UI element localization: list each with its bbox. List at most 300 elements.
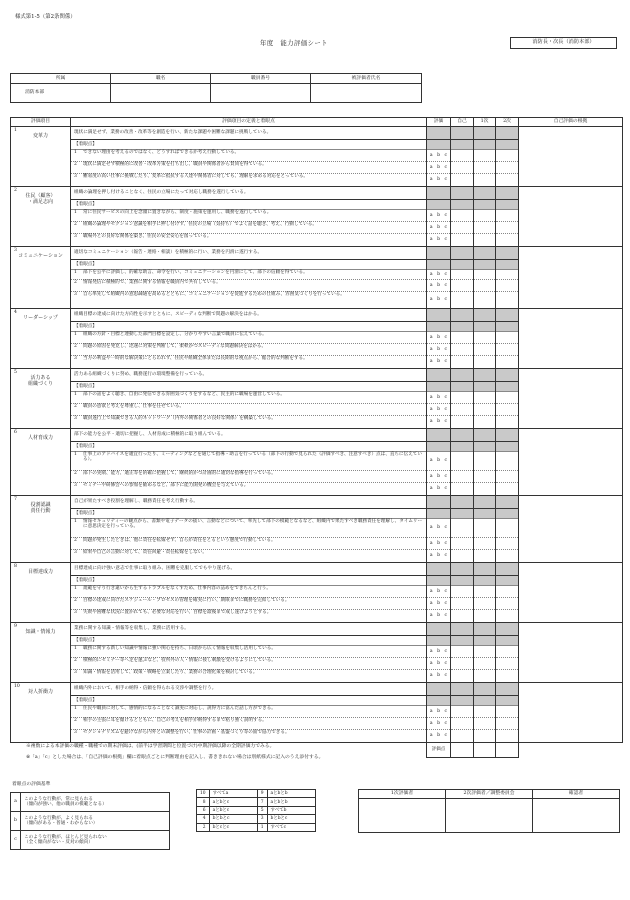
second-score xyxy=(496,309,519,369)
first-score-input[interactable] xyxy=(474,452,495,471)
category-number: 2 xyxy=(14,188,17,193)
viewpoint-text: 部下を公平に評価し、的確な助言、命令を行い、コミュニケーションを円滑にして、部下の信頼を得ている。 xyxy=(83,270,308,275)
second-score-input[interactable] xyxy=(496,610,518,622)
column-header: 自己評価の根拠 xyxy=(519,118,623,127)
second-score xyxy=(496,187,519,247)
score-pattern: すべてb xyxy=(267,806,315,814)
first-score-input[interactable] xyxy=(474,471,495,483)
second-score-input[interactable] xyxy=(496,292,518,308)
self-score-input[interactable] xyxy=(451,162,473,174)
second-score-input[interactable] xyxy=(496,332,518,344)
first-score-input[interactable] xyxy=(474,538,495,550)
self-score-input[interactable] xyxy=(451,610,473,622)
self-score-input[interactable] xyxy=(451,234,473,246)
category-number: 3 xyxy=(14,248,17,253)
first-score xyxy=(474,309,496,369)
second-score-input[interactable] xyxy=(496,471,518,483)
rating-options[interactable]: a b c xyxy=(429,237,448,243)
first-evaluator-signature[interactable] xyxy=(359,799,446,833)
rating-options[interactable]: a b c xyxy=(429,673,448,679)
category-name: 住民（顧客） ・満足志向 xyxy=(25,193,56,206)
self-score-input[interactable] xyxy=(451,550,473,562)
overall-self-cell[interactable] xyxy=(451,743,474,758)
category-number: 9 xyxy=(14,624,17,629)
score-pattern: すべてa xyxy=(209,790,257,798)
self-score-input[interactable] xyxy=(451,471,473,483)
rating-options[interactable]: a b c xyxy=(427,538,450,550)
viewpoint-item xyxy=(71,718,426,730)
category-name: 知識・情報力 xyxy=(25,629,56,636)
viewpoint-text: 情報セキュリティーの観点から、書類や電子データの扱い、言動などについて、率先して部下の模範となるなど、組織内で果たすべき職務責任を理解し、タイムリーに意思決定を行っている。 xyxy=(83,519,423,530)
rating-options[interactable]: a b c xyxy=(427,718,450,730)
rating-options[interactable]: a b c xyxy=(429,733,448,739)
self-evaluation-basis[interactable] xyxy=(519,429,623,496)
self-score-input[interactable] xyxy=(451,210,473,222)
first-score-input[interactable] xyxy=(474,706,495,718)
viewpoint-label: 【着眼点】 xyxy=(71,260,426,270)
viewpoint-item xyxy=(71,586,426,598)
viewpoint-number: 2 xyxy=(74,344,77,349)
category-definition: 組織内外において、相手の納得・信頼を得られる交渉や調整を行う。 xyxy=(71,683,426,696)
second-score-input[interactable] xyxy=(496,280,518,292)
score-value: 8 xyxy=(197,798,210,806)
self-score xyxy=(451,247,474,309)
first-score-input[interactable] xyxy=(474,356,495,368)
rating-options[interactable]: a b c xyxy=(429,359,448,365)
rating-options[interactable]: a b c xyxy=(427,344,450,356)
category-number: 10 xyxy=(14,684,20,689)
viewpoint-text: 難易度の高い仕事に挑戦したり、変革に抵抗する人達や関係者に対しても、理解を求める対応をとっている。 xyxy=(83,174,309,179)
viewpoint-item xyxy=(71,234,426,246)
viewpoint-text: 相手の主張に耳を傾けるとともに、自己の考えを相手が納得するまで粘り強く説明する。 xyxy=(83,718,267,723)
definition-cell xyxy=(71,309,427,369)
viewpoint-text: 規範を守り行き違いから生ずるトラブルをなくすため、仕事内容の詰めをできちんと行う。 xyxy=(83,586,271,591)
self-score-input[interactable] xyxy=(451,670,473,682)
viewpoint-item xyxy=(71,174,426,186)
first-score-input[interactable] xyxy=(474,234,495,246)
category-row xyxy=(11,623,623,683)
first-score-input[interactable] xyxy=(474,344,495,356)
viewpoint-number: 1 xyxy=(74,270,77,275)
self-score-input[interactable] xyxy=(451,292,473,308)
signature-label: 2次評価者／調整委員会 xyxy=(446,790,533,799)
score-pattern: aとbとb xyxy=(267,790,315,798)
viewpoint-item xyxy=(71,162,426,174)
viewpoint-item xyxy=(71,416,426,428)
category-cell xyxy=(11,563,71,623)
self-evaluation-basis[interactable] xyxy=(519,563,623,623)
second-score-input[interactable] xyxy=(496,392,518,404)
first-score-input[interactable] xyxy=(474,610,495,622)
self-score-input[interactable] xyxy=(451,356,473,368)
category-row xyxy=(11,247,623,309)
signature-table xyxy=(358,789,620,833)
viewpoint-text: 現状に満足せず積極的に改善・改革方策を打ち出し、職員や関係者から賛同を得ている。 xyxy=(83,162,267,167)
viewpoint-item xyxy=(71,519,426,538)
self-evaluation-basis[interactable] xyxy=(519,683,623,743)
legend-title: 着眼点の評価基準 xyxy=(12,782,51,787)
score-pattern: すべてc xyxy=(267,823,315,831)
self-score-input[interactable] xyxy=(451,392,473,404)
score-value: 4 xyxy=(197,815,210,823)
rating-options[interactable]: a b c xyxy=(427,162,450,174)
viewpoint-number: 1 xyxy=(74,706,77,711)
viewpoint-item xyxy=(71,471,426,483)
definition-cell xyxy=(71,683,427,743)
second-score xyxy=(496,563,519,623)
viewpoint-text: 自ら率先して組織内の意思疎通を高めるとともに、コミュニケーションを促進するための仕組み、雰囲気づくりを行っている。 xyxy=(83,292,345,297)
category-row xyxy=(11,429,623,496)
job-title-field[interactable] xyxy=(111,84,211,103)
first-score-input[interactable] xyxy=(474,222,495,234)
viewpoint-item xyxy=(71,150,426,162)
score-value: 3 xyxy=(257,815,267,823)
first-score-input[interactable] xyxy=(474,483,495,495)
category-row xyxy=(11,683,623,743)
self-score-input[interactable] xyxy=(451,586,473,598)
first-score-input[interactable] xyxy=(474,392,495,404)
viewpoint-text: 仕事上のアドバイスを適宜行ったり、ミーティングなどを通じて指導・助言を行っている（部下の行動で見られた（評価すべき、注意すべき）点は、直ちに伝えている）。 xyxy=(83,452,422,463)
score-value: 10 xyxy=(197,790,210,798)
second-score-input[interactable] xyxy=(496,730,518,742)
second-score-input[interactable] xyxy=(496,598,518,610)
rating-options[interactable]: a b c xyxy=(427,280,450,292)
category-row xyxy=(11,309,623,369)
viewpoint-text: 職務に関する新しい知識や情報に強い関心を持ち、日頃から広く情報を収集し活用している。 xyxy=(83,646,276,651)
signature-label: 1次評価者 xyxy=(359,790,446,799)
second-score-input[interactable] xyxy=(496,404,518,416)
first-score-input[interactable] xyxy=(474,174,495,186)
second-score-input[interactable] xyxy=(496,483,518,495)
score-row xyxy=(197,806,316,814)
rating-options[interactable]: a b c xyxy=(427,270,450,280)
viewpoint-item xyxy=(71,270,426,280)
second-score-input[interactable] xyxy=(496,162,518,174)
first-score-input[interactable] xyxy=(474,210,495,222)
second-score-input[interactable] xyxy=(496,538,518,550)
viewpoint-item xyxy=(71,610,426,622)
second-score xyxy=(496,623,519,683)
second-score-input[interactable] xyxy=(496,718,518,730)
first-score-input[interactable] xyxy=(474,270,495,280)
self-score-input[interactable] xyxy=(451,658,473,670)
first-score-input[interactable] xyxy=(474,404,495,416)
first-score xyxy=(474,623,496,683)
viewpoint-text: 結果や自己の言動に対して、責任回避・責任転嫁をしない。 xyxy=(83,550,207,555)
viewpoint-label: 【着眼点】 xyxy=(71,696,426,706)
legend-grade: c xyxy=(11,831,21,850)
self-score-input[interactable] xyxy=(451,344,473,356)
second-score-input[interactable] xyxy=(496,174,518,186)
rating-options[interactable]: a b c xyxy=(427,586,450,598)
affiliation-field[interactable]: 消防本部 xyxy=(11,84,111,103)
first-score-input[interactable] xyxy=(474,332,495,344)
self-evaluation-basis[interactable] xyxy=(519,247,623,309)
self-score-input[interactable] xyxy=(451,332,473,344)
first-score-input[interactable] xyxy=(474,730,495,742)
rating-options[interactable]: a b c xyxy=(427,392,450,404)
rating-options[interactable]: a b c xyxy=(429,297,448,303)
second-score-input[interactable] xyxy=(496,416,518,428)
second-score-input[interactable] xyxy=(496,210,518,222)
score-value: 5 xyxy=(257,806,267,814)
category-row xyxy=(11,496,623,563)
first-score xyxy=(474,247,496,309)
form-number: 様式第1-5（第2条関係） xyxy=(15,14,76,20)
first-score-input[interactable] xyxy=(474,646,495,658)
second-score-input[interactable] xyxy=(496,646,518,658)
legend-text: このような行動が、常に見られる （傾向が強い、他の職員の模範となる） xyxy=(21,793,170,812)
viewpoint-label: 【着眼点】 xyxy=(71,576,426,586)
confirmer-signature[interactable] xyxy=(533,799,620,833)
first-score-input[interactable] xyxy=(474,670,495,682)
viewpoint-item xyxy=(71,658,426,670)
first-score-input[interactable] xyxy=(474,162,495,174)
self-score xyxy=(451,683,474,743)
overall-first-cell[interactable] xyxy=(474,743,496,758)
viewpoint-number: 3 xyxy=(74,292,77,297)
viewpoint-number: 2 xyxy=(74,471,77,476)
viewpoint-text: 当方の利益や一時的な解決策にとらわれず、住民や組織全体または長期的な視点から、総合的な判断をする。 xyxy=(83,356,308,361)
viewpoint-number: 1 xyxy=(74,452,77,457)
score-value: 6 xyxy=(197,806,210,814)
first-score-input[interactable] xyxy=(474,280,495,292)
second-score-input[interactable] xyxy=(496,270,518,280)
viewpoint-text: セクショナリズムを避けながら内外との調整を行い、仕事の計画・基盤づくり等の面で協力できる。 xyxy=(83,730,290,735)
rating-options[interactable]: a b c xyxy=(429,486,448,492)
second-score-input[interactable] xyxy=(496,452,518,471)
evaluee-name-field[interactable] xyxy=(311,84,422,103)
self-score xyxy=(451,127,474,187)
viewpoint-text: 職場外との良好な関係を築き、住民の安全安心を図っている。 xyxy=(83,234,212,239)
rating-options[interactable]: a b c xyxy=(427,150,450,162)
first-score-input[interactable] xyxy=(474,550,495,562)
self-evaluation-basis[interactable] xyxy=(519,187,623,247)
viewpoint-item xyxy=(71,344,426,356)
category-cell xyxy=(11,187,71,247)
first-score-input[interactable] xyxy=(474,718,495,730)
viewpoint-item xyxy=(71,356,426,368)
rating-options[interactable]: a b c xyxy=(427,598,450,610)
second-score-input[interactable] xyxy=(496,550,518,562)
self-score-input[interactable] xyxy=(451,270,473,280)
category-cell xyxy=(11,496,71,563)
category-definition: 適切なコミュニケーション（報告・連絡・相談）を積極的に行い、業務を円滑に遂行する。 xyxy=(71,247,426,260)
self-score-input[interactable] xyxy=(451,483,473,495)
rating-options[interactable]: a b c xyxy=(427,658,450,670)
second-score xyxy=(496,247,519,309)
category-number: 5 xyxy=(14,370,17,375)
second-score-input[interactable] xyxy=(496,670,518,682)
category-number: 7 xyxy=(14,497,17,502)
self-score-input[interactable] xyxy=(451,519,473,538)
rating-options[interactable]: a b c xyxy=(429,419,448,425)
rating-options[interactable]: a b c xyxy=(427,646,450,658)
category-cell xyxy=(11,623,71,683)
viewpoint-number: 2 xyxy=(74,598,77,603)
rating-options[interactable]: a b c xyxy=(427,452,450,471)
self-score-input[interactable] xyxy=(451,222,473,234)
second-evaluator-signature[interactable] xyxy=(446,799,533,833)
first-score xyxy=(474,496,496,563)
viewpoint-text: 職員遂行上で知識できる人的ネットワーク（内外の関係者との良好な関係）を構築している。 xyxy=(83,416,276,421)
self-score-input[interactable] xyxy=(451,404,473,416)
viewpoint-number: 2 xyxy=(74,658,77,663)
definition-cell xyxy=(71,187,427,247)
self-score-input[interactable] xyxy=(451,416,473,428)
first-score-input[interactable] xyxy=(474,150,495,162)
rating-options[interactable]: a b c xyxy=(429,613,448,619)
category-definition: 目標達成に向け強い意志で仕事に取り組み、困難を克服してでもやり遂げる。 xyxy=(71,563,426,576)
self-score xyxy=(451,496,474,563)
self-score-input[interactable] xyxy=(451,452,473,471)
score-value: 2 xyxy=(197,823,210,831)
second-score-input[interactable] xyxy=(496,150,518,162)
viewpoint-number: 3 xyxy=(74,610,77,615)
first-score-input[interactable] xyxy=(474,586,495,598)
score-row xyxy=(197,790,316,798)
note-line: ※「a」「c」とした場合は、「自己評価の根拠」欄に着眼点ごとに判断理由を記入し、書ききれない場合は別紙様式に記入のうえ添付する。 xyxy=(26,755,324,760)
definition-cell xyxy=(71,496,427,563)
score-pattern: bとbとc xyxy=(209,815,257,823)
staff-number-field[interactable] xyxy=(211,84,311,103)
rating-cell xyxy=(427,429,451,496)
first-score-input[interactable] xyxy=(474,519,495,538)
first-score-input[interactable] xyxy=(474,658,495,670)
viewpoint-item xyxy=(71,404,426,416)
rating-cell xyxy=(427,247,451,309)
self-evaluation-basis[interactable] xyxy=(519,496,623,563)
rating-options[interactable]: a b c xyxy=(427,404,450,416)
self-score-input[interactable] xyxy=(451,646,473,658)
self-score-input[interactable] xyxy=(451,718,473,730)
rating-cell xyxy=(427,683,451,743)
category-definition: 組織目標の達成に向けた方向性を示すとともに、スピーディな判断で問題の解決をはかる。 xyxy=(71,309,426,322)
second-score-input[interactable] xyxy=(496,344,518,356)
viewpoint-item xyxy=(71,730,426,742)
rating-cell xyxy=(427,127,451,187)
score-row xyxy=(197,815,316,823)
category-definition: 業務に関する知識・情報等を収集し、業務に活用する。 xyxy=(71,623,426,636)
self-score xyxy=(451,623,474,683)
viewpoint-text: 部下の実績、能力、適正等を的確に把握して、継続的かつ計画的に適切な指導を行っている。 xyxy=(83,471,276,476)
category-name: 変革力 xyxy=(32,133,48,140)
viewpoint-text: 目標の達成に向けたスケジュール・プロセスの管理を確実に行い、期限までに職務を完結している。 xyxy=(83,598,290,603)
second-score xyxy=(496,429,519,496)
rating-options[interactable]: a b c xyxy=(427,222,450,234)
viewpoint-number: 1 xyxy=(74,210,77,215)
viewpoint-text: 問題の原因を発見し、迅速に対策を判断して、柔軟かつスピーディな問題解決をはかる。 xyxy=(83,344,267,349)
rating-options[interactable]: a b c xyxy=(427,210,450,222)
header-label: 被評価者氏名 xyxy=(311,74,422,84)
self-evaluation-basis[interactable] xyxy=(519,623,623,683)
overall-second-cell[interactable] xyxy=(496,743,519,758)
viewpoint-item xyxy=(71,550,426,562)
viewpoint-label: 【着眼点】 xyxy=(71,382,426,392)
category-cell xyxy=(11,127,71,187)
rating-options[interactable]: a b c xyxy=(427,332,450,344)
definition-cell xyxy=(71,369,427,429)
category-name: 人材育成力 xyxy=(27,435,53,442)
viewpoint-number: 2 xyxy=(74,280,77,285)
viewpoint-label: 【着眼点】 xyxy=(71,636,426,646)
column-header: 自己 xyxy=(451,118,474,127)
rating-options[interactable]: a b c xyxy=(427,519,450,538)
category-name: 活力ある 組織づくり xyxy=(27,375,53,388)
viewpoint-item xyxy=(71,670,426,682)
viewpoint-number: 1 xyxy=(74,646,77,651)
self-score-input[interactable] xyxy=(451,150,473,162)
second-score-input[interactable] xyxy=(496,706,518,718)
second-score-input[interactable] xyxy=(496,586,518,598)
rating-cell xyxy=(427,369,451,429)
first-score-input[interactable] xyxy=(474,292,495,308)
first-score-input[interactable] xyxy=(474,416,495,428)
viewpoint-label: 【着眼点】 xyxy=(71,442,426,452)
score-table xyxy=(196,789,316,832)
self-score xyxy=(451,369,474,429)
score-pattern: aとbとb xyxy=(267,798,315,806)
definition-cell xyxy=(71,563,427,623)
viewpoint-number: 1 xyxy=(74,332,77,337)
self-score-input[interactable] xyxy=(451,706,473,718)
rating-options[interactable]: a b c xyxy=(427,706,450,718)
legend-text: このような行動が、ほとんど見られない （全く傾向がない・反対の傾向） xyxy=(21,831,170,850)
category-cell xyxy=(11,247,71,309)
legend-grade: b xyxy=(11,812,21,831)
self-evaluation-basis[interactable] xyxy=(519,369,623,429)
score-pattern: bとbとc xyxy=(267,815,315,823)
score-pattern: aとbとc xyxy=(209,806,257,814)
viewpoint-label: 【着眼点】 xyxy=(71,509,426,519)
header-label: 所属 xyxy=(11,74,111,84)
second-score-input[interactable] xyxy=(496,222,518,234)
self-evaluation-basis[interactable] xyxy=(519,309,623,369)
viewpoint-item xyxy=(71,292,426,308)
self-score-input[interactable] xyxy=(451,730,473,742)
self-score-input[interactable] xyxy=(451,598,473,610)
viewpoint-text: 職員の意欲と考えを尊重し、仕事を任せている。 xyxy=(83,404,185,409)
score-value: 7 xyxy=(257,798,267,806)
page-title: 年度 能力評価シート xyxy=(260,39,328,47)
second-score-input[interactable] xyxy=(496,658,518,670)
self-score-input[interactable] xyxy=(451,538,473,550)
self-score-input[interactable] xyxy=(451,280,473,292)
rating-options[interactable]: a b c xyxy=(427,471,450,483)
self-score-input[interactable] xyxy=(451,174,473,186)
category-cell xyxy=(11,369,71,429)
first-score-input[interactable] xyxy=(474,598,495,610)
self-evaluation-basis[interactable] xyxy=(519,127,623,187)
column-header: 1次 xyxy=(474,118,496,127)
second-score-input[interactable] xyxy=(496,519,518,538)
rating-options[interactable]: a b c xyxy=(429,553,448,559)
column-header: 評価 xyxy=(427,118,451,127)
second-score-input[interactable] xyxy=(496,234,518,246)
definition-cell xyxy=(71,247,427,309)
category-name: リーダーシップ xyxy=(23,315,58,322)
viewpoint-text: 失敗や困難な状況に置かれても、必要な対応を行い、目標を最後まで成し遂げようとする。 xyxy=(83,610,272,615)
viewpoint-number: 1 xyxy=(74,392,77,397)
viewpoint-number: 2 xyxy=(74,718,77,723)
second-score-input[interactable] xyxy=(496,356,518,368)
second-score xyxy=(496,369,519,429)
rating-options[interactable]: a b c xyxy=(429,177,448,183)
rating-cell xyxy=(427,496,451,563)
viewpoint-number: 2 xyxy=(74,538,77,543)
category-number: 8 xyxy=(14,564,17,569)
viewpoint-number: 3 xyxy=(74,483,77,488)
